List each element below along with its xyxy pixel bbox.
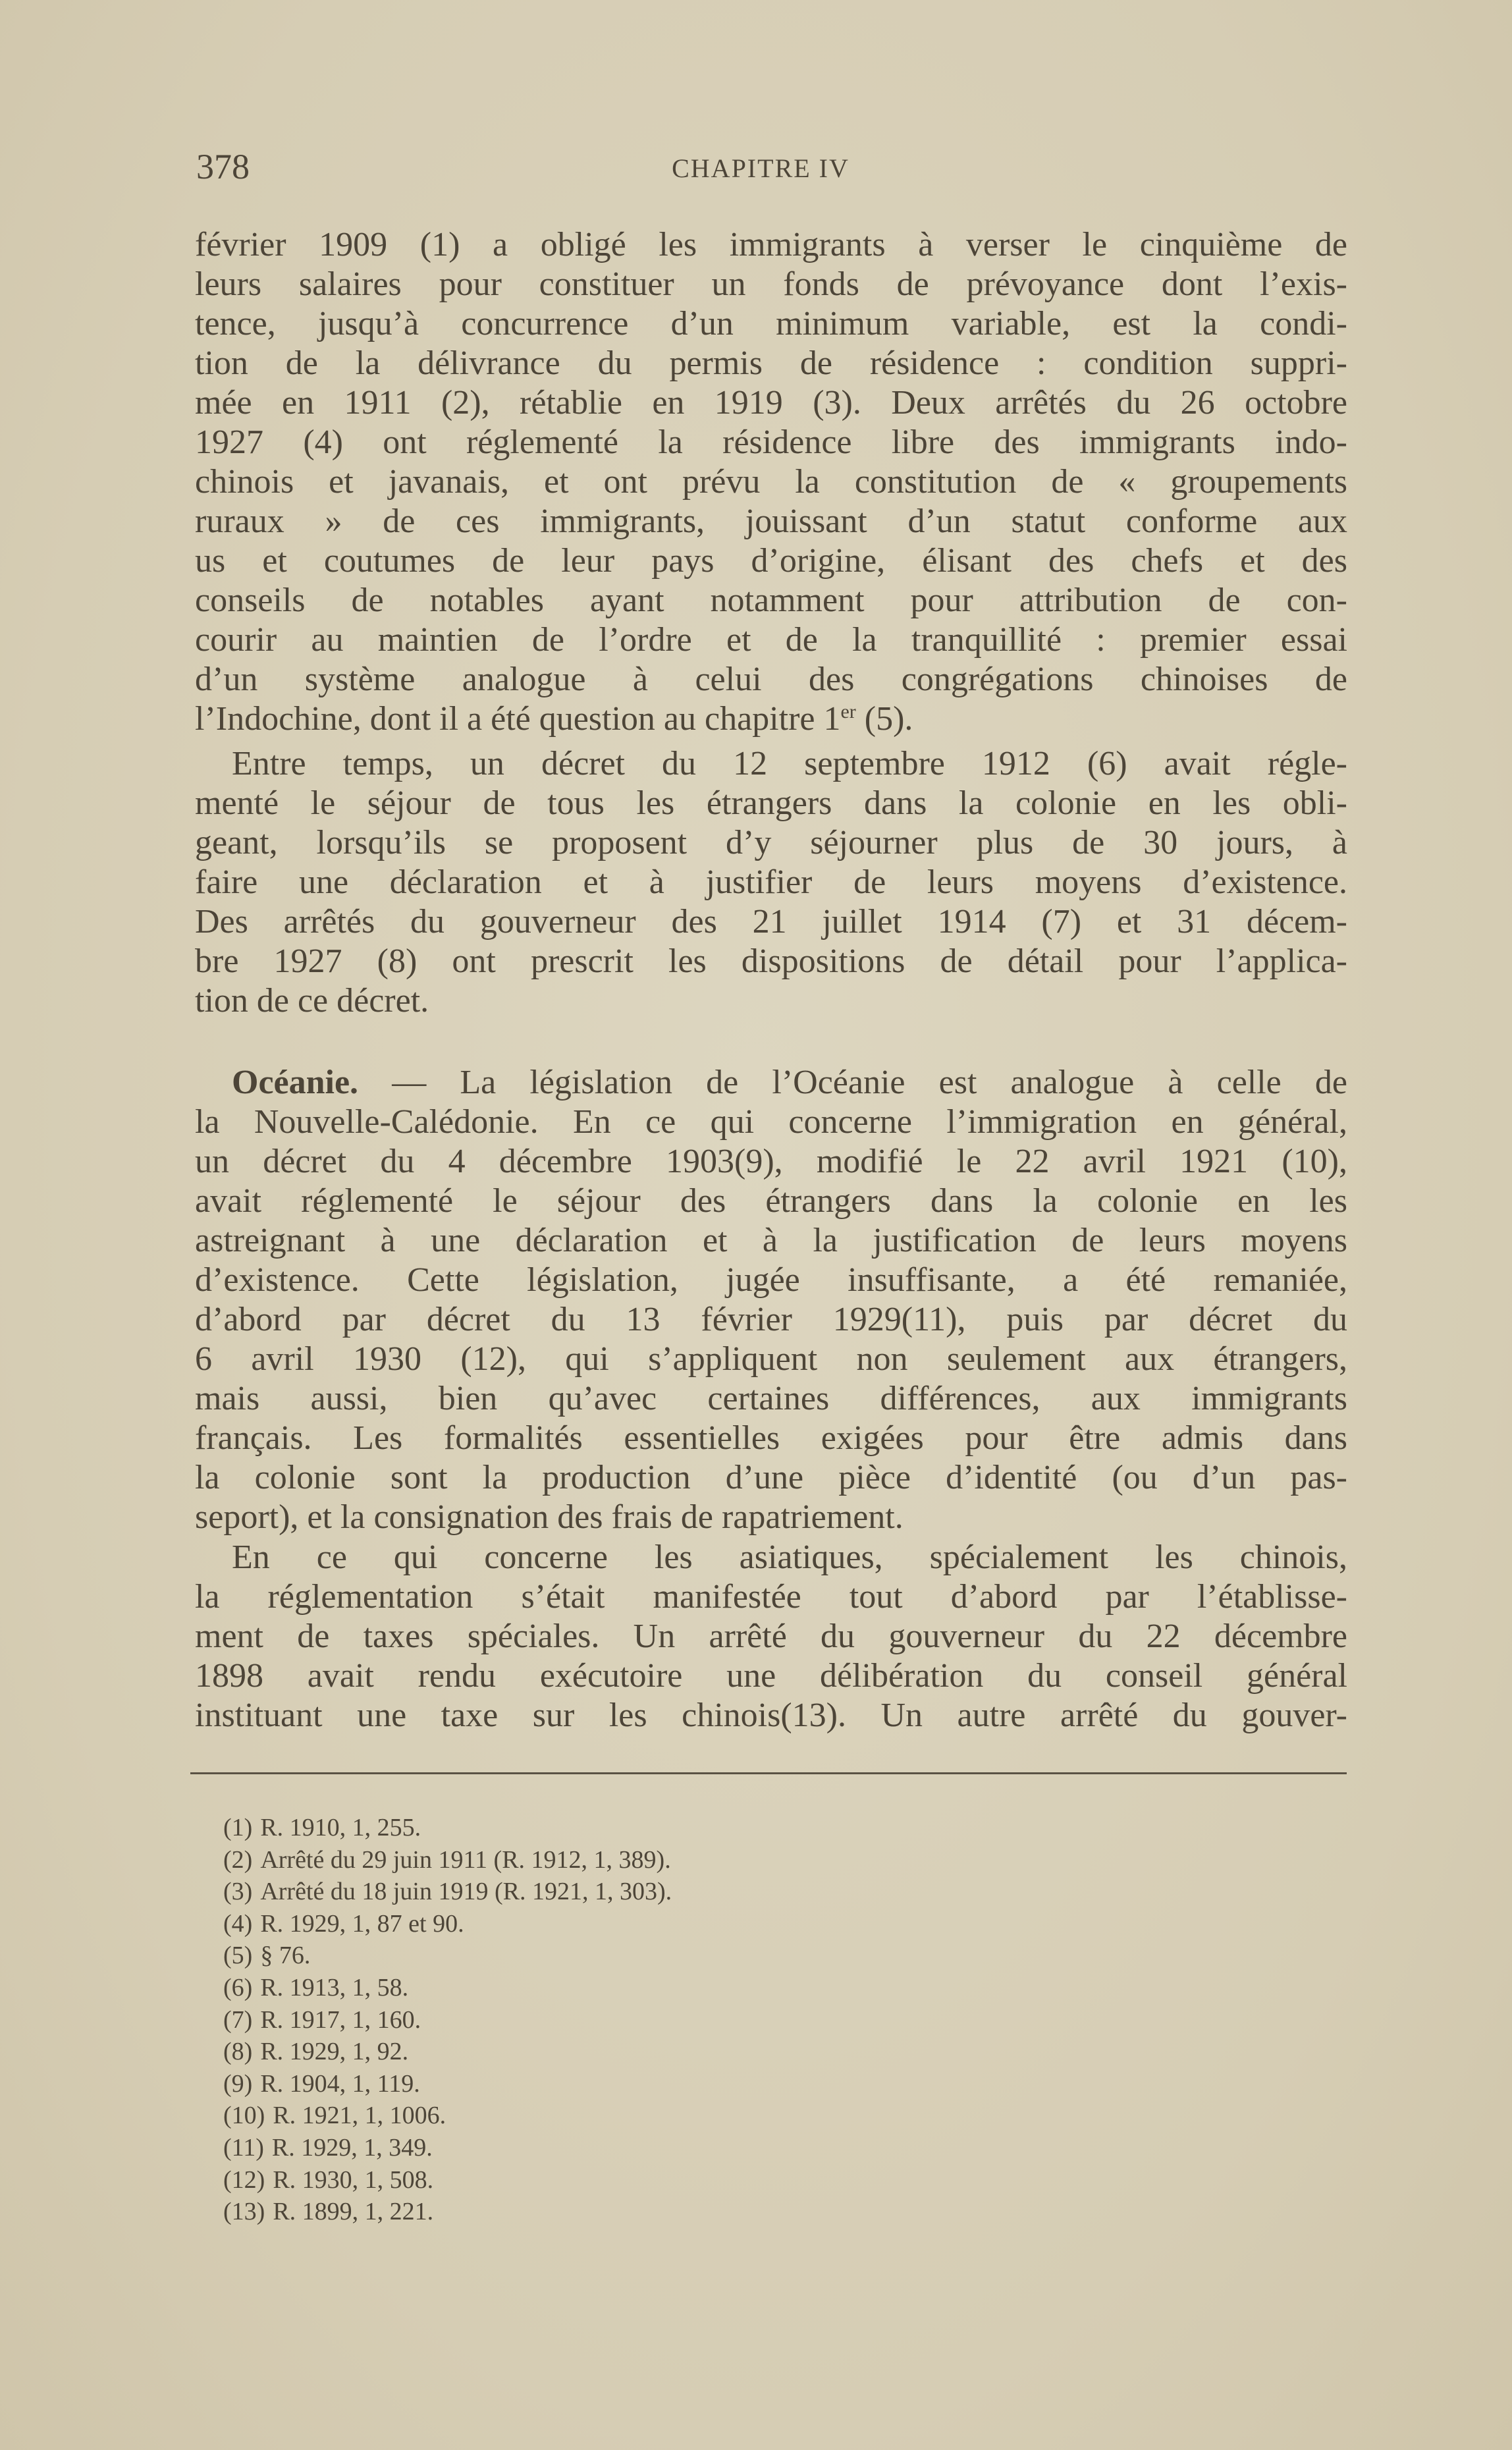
footnote-text: Arrêté du 18 juin 1919 (R. 1921, 1, 303). xyxy=(260,1878,672,1906)
footnote-text: R. 1917, 1, 160. xyxy=(260,2005,421,2034)
footnote xyxy=(223,1812,672,1844)
text-line xyxy=(195,863,1347,902)
footnote-number: (13) xyxy=(223,2198,265,2226)
line-text: faire une déclaration et à justifier de leurs moyens d’existence. xyxy=(195,863,1347,901)
footnote xyxy=(223,1908,672,1940)
paragraph-indochina-continued xyxy=(195,225,1347,739)
text-line xyxy=(195,502,1347,541)
text-line xyxy=(195,744,1347,784)
line-text: leurs salaires pour constituer un fonds de prévoyance dont l’exis- xyxy=(195,265,1347,303)
line-text: la Nouvelle-Calédonie. En ce qui concerne l’immigration en général, xyxy=(195,1103,1347,1141)
line-text: d’un système analogue à celui des congrégations chinoises de xyxy=(195,661,1347,698)
footnote-number: (10) xyxy=(223,2102,265,2130)
text-line xyxy=(195,1142,1347,1182)
line-text: mais aussi, bien qu’avec certaines différences, aux immigrants xyxy=(195,1380,1347,1417)
line-text: ruraux » de ces immigrants, jouissant d’un statut conforme aux xyxy=(195,503,1347,540)
text-line xyxy=(195,1221,1347,1261)
page-number: 378 xyxy=(196,147,250,186)
line-text: 1898 avait rendu exécutoire une délibération du conseil général xyxy=(195,1657,1347,1695)
footnote-number: (11) xyxy=(223,2133,264,2162)
footnote-number: (9) xyxy=(223,2069,253,2098)
paragraph-decree-1912 xyxy=(195,744,1347,1021)
footnote-text: R. 1929, 1, 349. xyxy=(271,2133,433,2162)
line-text: conseils de notables ayant notamment pour attribution de con- xyxy=(195,582,1347,619)
footnote-number: (8) xyxy=(223,2038,253,2066)
text-line xyxy=(195,581,1347,620)
text-line xyxy=(195,1538,1347,1577)
text-line xyxy=(195,1617,1347,1656)
line-text: avait réglementé le séjour des étrangers dans la colonie en les xyxy=(195,1182,1347,1220)
footnote-text: R. 1910, 1, 255. xyxy=(260,1814,421,1841)
footnote-text: R. 1913, 1, 58. xyxy=(260,1973,409,2001)
line-text: chinois et javanais, et ont prévu la constitution de « groupements xyxy=(195,463,1347,501)
line-text: la colonie sont la production d’une pièce d’identité (ou d’un pas- xyxy=(195,1459,1347,1496)
text-line xyxy=(195,1102,1347,1142)
line-text: ment de taxes spéciales. Un arrêté du gouverneur du 22 décembre xyxy=(195,1618,1347,1655)
text-line xyxy=(195,660,1347,699)
footnote-number: (3) xyxy=(223,1878,253,1906)
text-line xyxy=(195,699,1347,739)
footnote-text: R. 1899, 1, 221. xyxy=(273,2198,434,2226)
text-line xyxy=(195,1340,1347,1379)
line-text: un décret du 4 décembre 1903(9), modifié le 22 avril 1921 (10), xyxy=(195,1143,1347,1180)
line-text: français. Les formalités essentielles exigées pour être admis dans xyxy=(195,1419,1347,1457)
footnote-text: R. 1929, 1, 92. xyxy=(260,2038,409,2066)
line-text: tion de ce décret. xyxy=(195,982,429,1020)
footnote xyxy=(223,2196,672,2228)
line-text: d’abord par décret du 13 février 1929(11), puis par décret du xyxy=(195,1301,1347,1338)
text-line xyxy=(195,423,1347,462)
footnote-text: Arrêté du 29 juin 1911 (R. 1912, 1, 389). xyxy=(260,1845,671,1874)
text-line xyxy=(195,1182,1347,1221)
text-line xyxy=(195,1696,1347,1735)
line-text: courir au maintien de l’ordre et de la tranquillité : premier essai xyxy=(195,621,1347,659)
footnote-number: (2) xyxy=(223,1845,253,1874)
text-line xyxy=(195,383,1347,423)
footnote xyxy=(223,2164,672,2196)
paragraph-asiatiques xyxy=(195,1538,1347,1735)
superscript: er xyxy=(840,701,856,722)
text-line xyxy=(195,1419,1347,1458)
line-text: mée en 1911 (2), rétablie en 1919 (3). Deux arrêtés du 26 octobre xyxy=(195,384,1347,422)
text-line xyxy=(195,541,1347,581)
footnote-separator xyxy=(190,1772,1347,1774)
text-line xyxy=(195,1261,1347,1300)
footnote-text: R. 1929, 1, 87 et 90. xyxy=(260,1909,464,1938)
line-text: astreignant à une déclaration et à la justification de leurs moyens xyxy=(195,1222,1347,1259)
line-text: geant, lorsqu’ils se proposent d’y séjourner plus de 30 jours, à xyxy=(195,824,1347,861)
line-text: seport), et la consignation des frais de rapatriement. xyxy=(195,1498,904,1536)
text-line xyxy=(195,1577,1347,1617)
running-title: CHAPITRE IV xyxy=(672,153,850,183)
line-text: — La législation de l’Océanie est analogue à celle de xyxy=(358,1064,1347,1101)
text-line xyxy=(195,304,1347,344)
text-line xyxy=(195,1498,1347,1537)
text-line xyxy=(195,225,1347,265)
line-text: En ce qui concerne les asiatiques, spécialement les chinois, xyxy=(232,1538,1347,1576)
footnote xyxy=(223,2132,672,2164)
footnote-number: (12) xyxy=(223,2165,265,2194)
footnote xyxy=(223,1844,672,1876)
text-line xyxy=(195,462,1347,502)
footnote-number: (5) xyxy=(223,1942,253,1970)
footnote-number: (7) xyxy=(223,2005,253,2034)
text-line xyxy=(195,1458,1347,1498)
text-line xyxy=(195,942,1347,981)
line-text: Entre temps, un décret du 12 septembre 1912 (6) avait régle- xyxy=(232,745,1347,782)
footnote-text: R. 1904, 1, 119. xyxy=(260,2069,420,2098)
footnote xyxy=(223,2004,672,2036)
text-line xyxy=(195,265,1347,304)
line-text: février 1909 (1) a obligé les immigrants à verser le cinquième de xyxy=(195,226,1347,263)
line-text: d’existence. Cette législation, jugée insuffisante, a été remaniée, xyxy=(195,1261,1347,1299)
text-line xyxy=(195,784,1347,823)
line-text: tence, jusqu’à concurrence d’un minimum variable, est la condi- xyxy=(195,305,1347,342)
line-text: la réglementation s’était manifestée tout d’abord par l’établisse- xyxy=(195,1578,1347,1616)
footnote-number: (1) xyxy=(223,1814,253,1841)
footnote xyxy=(223,1876,672,1908)
footnote-text: § 76. xyxy=(260,1942,311,1970)
line-text: menté le séjour de tous les étrangers dans la colonie en les obli- xyxy=(195,784,1347,822)
paragraph-oceanie xyxy=(195,1063,1347,1537)
section-heading: Océanie. xyxy=(232,1064,359,1101)
text-line xyxy=(195,1656,1347,1696)
line-text: tion de la délivrance du permis de résidence : condition suppri- xyxy=(195,344,1347,382)
text-line xyxy=(195,1300,1347,1340)
text-line xyxy=(195,823,1347,863)
line-text: bre 1927 (8) ont prescrit les dispositions de détail pour l’applica- xyxy=(195,942,1347,980)
text-line xyxy=(195,981,1347,1021)
footnote xyxy=(223,2100,672,2132)
text-line xyxy=(195,620,1347,660)
footnote xyxy=(223,1940,672,1972)
line-text: l’Indochine, dont il a été question au chapitre 1 xyxy=(195,700,841,738)
line-text: (5). xyxy=(855,700,913,738)
footnotes xyxy=(223,1812,672,2228)
text-line xyxy=(195,1379,1347,1419)
footnote xyxy=(223,2036,672,2068)
line-text: instituant une taxe sur les chinois(13). Un autre arrêté du gouver- xyxy=(195,1697,1347,1734)
text-line xyxy=(195,902,1347,942)
footnote-text: R. 1930, 1, 508. xyxy=(273,2165,434,2194)
line-text: Des arrêtés du gouverneur des 21 juillet 1914 (7) et 31 décem- xyxy=(195,903,1347,940)
text-line xyxy=(195,344,1347,383)
footnote-number: (6) xyxy=(223,1973,253,2001)
footnote xyxy=(223,2068,672,2100)
footnote-number: (4) xyxy=(223,1909,253,1938)
line-text: 6 avril 1930 (12), qui s’appliquent non seulement aux étrangers, xyxy=(195,1340,1347,1378)
text-line xyxy=(195,1063,1347,1102)
footnote xyxy=(223,1972,672,2004)
line-text: 1927 (4) ont réglementé la résidence libre des immigrants indo- xyxy=(195,423,1347,461)
line-text: us et coutumes de leur pays d’origine, élisant des chefs et des xyxy=(195,542,1347,580)
footnote-text: R. 1921, 1, 1006. xyxy=(273,2102,446,2130)
